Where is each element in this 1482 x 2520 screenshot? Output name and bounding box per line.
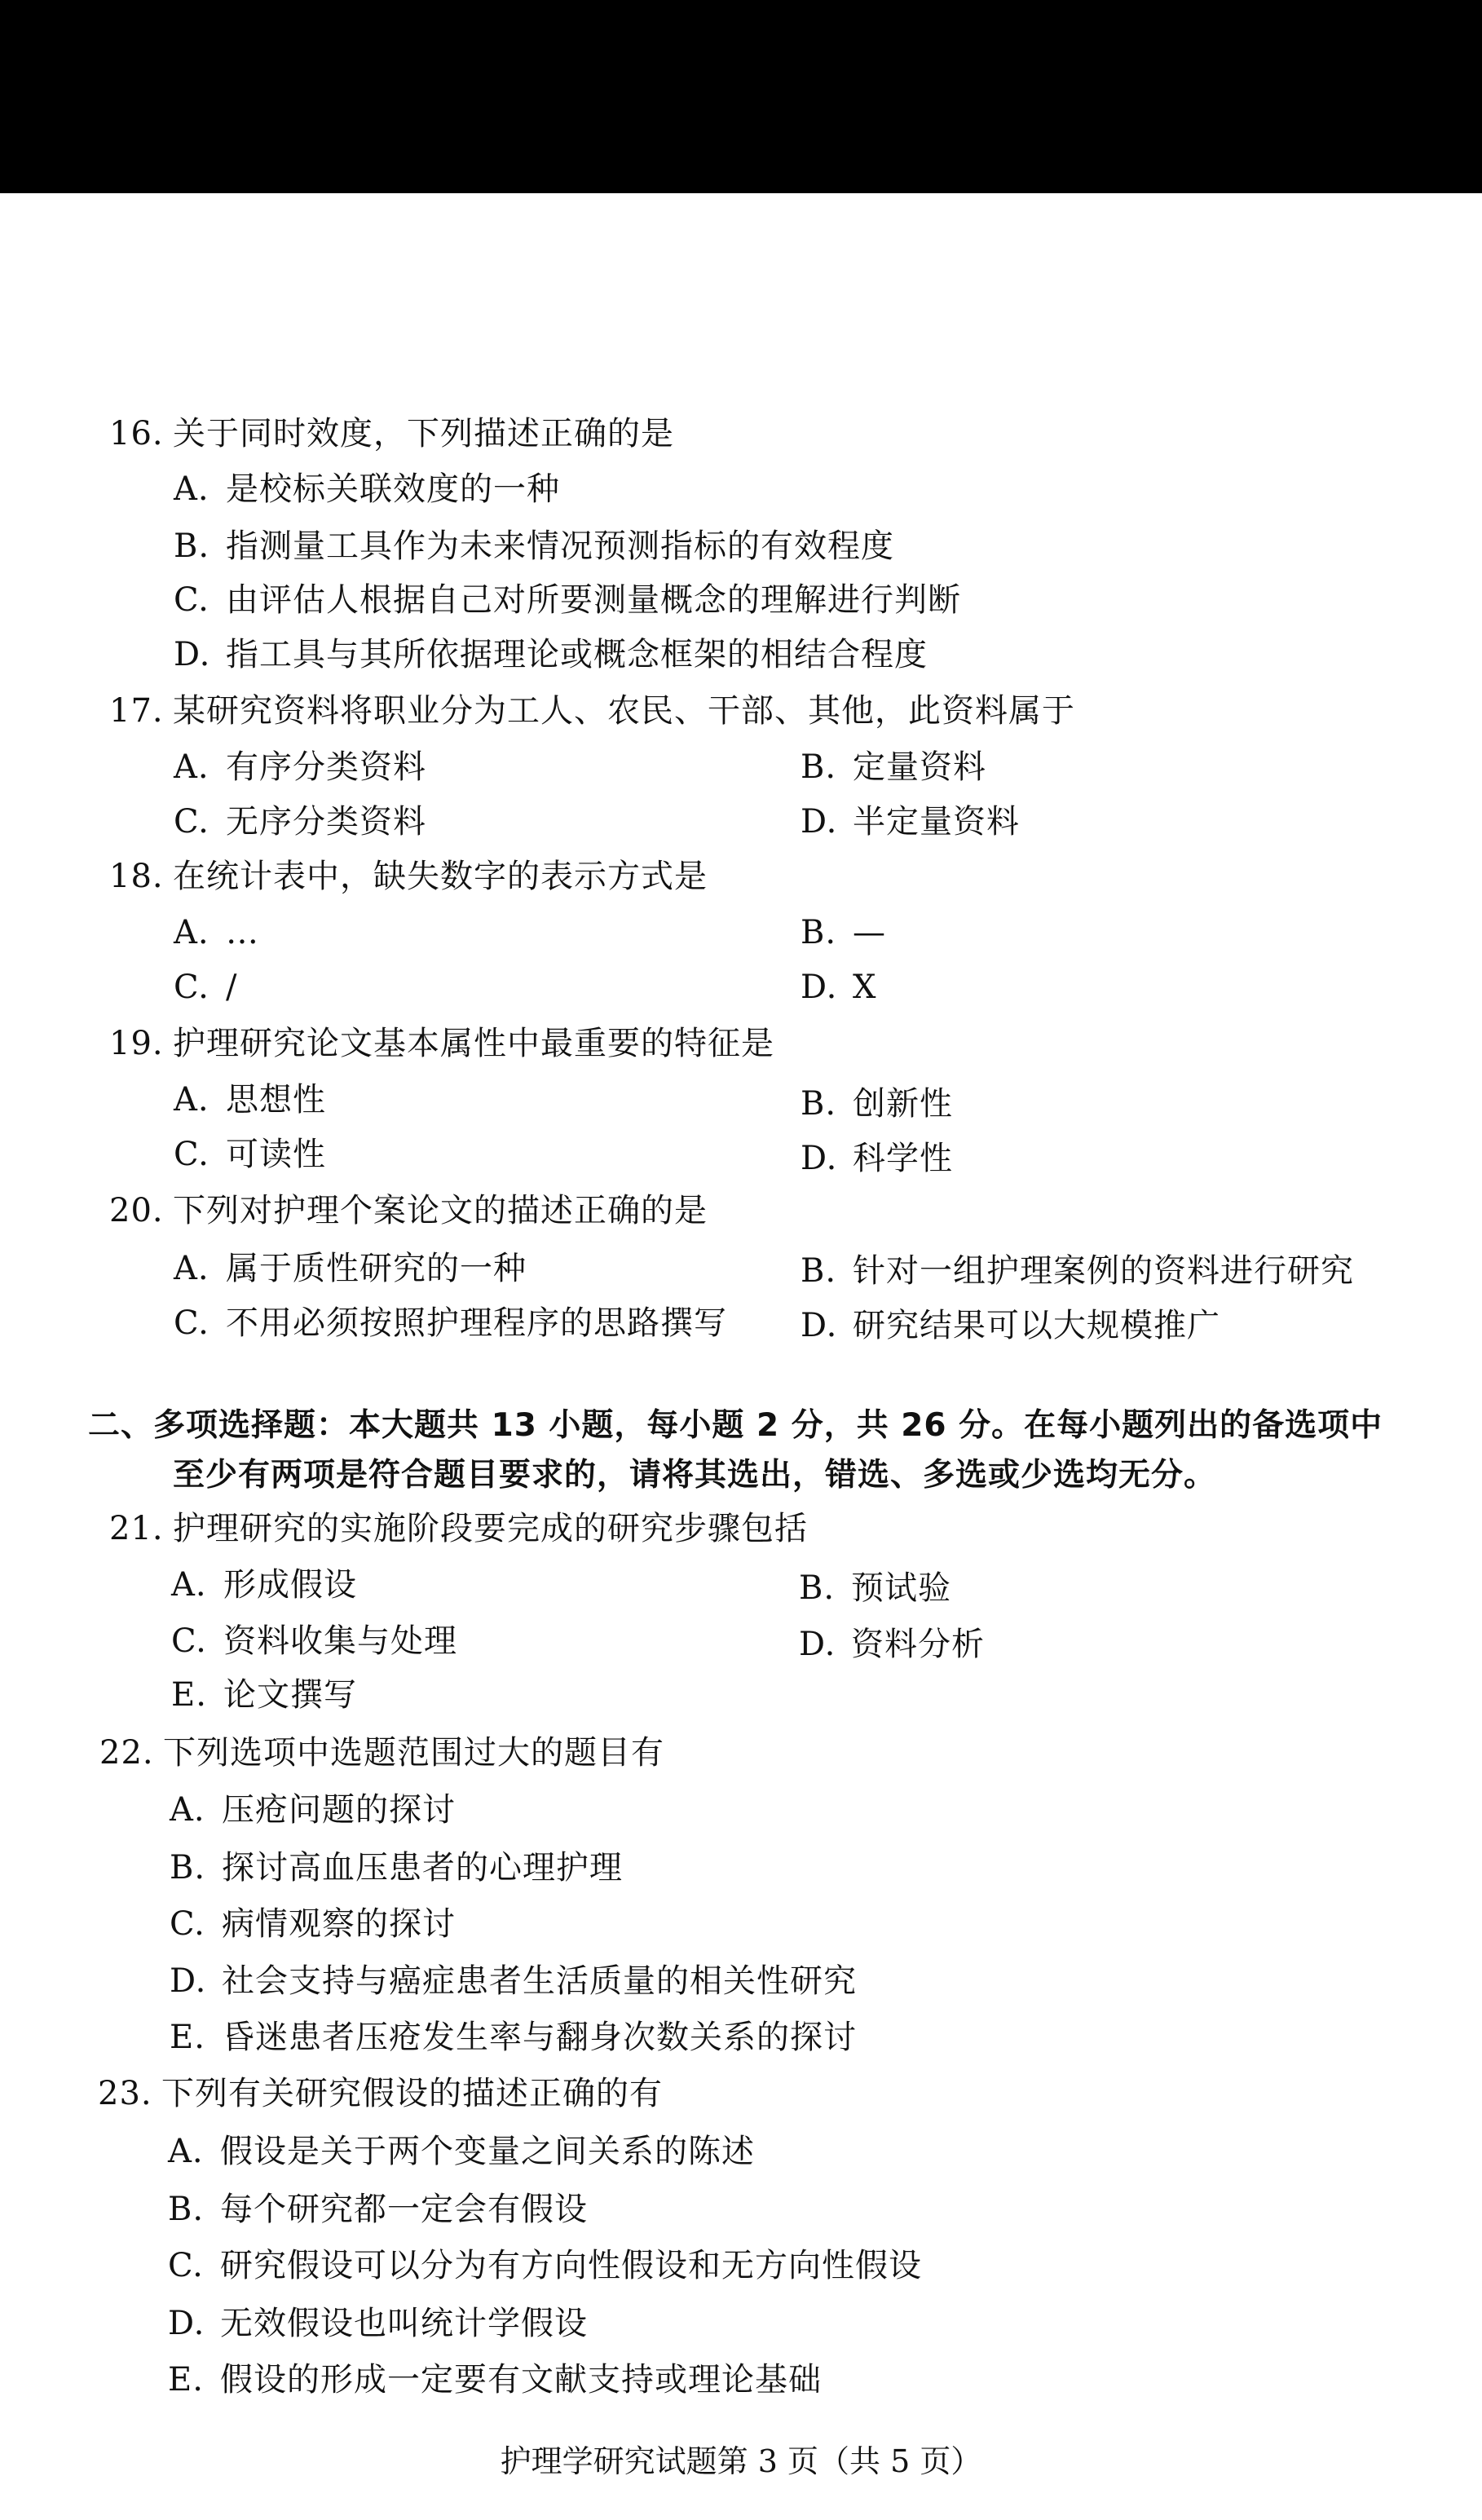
option-17-a: A. 有序分类资料: [174, 748, 426, 786]
option-23-c: C. 研究假设可以分为有方向性假设和无方向性假设: [168, 2247, 922, 2284]
option-19-c: C. 可读性: [174, 1136, 326, 1173]
question-18: [109, 857, 708, 896]
option-16-c: C. 由评估人根据自己对所要测量概念的理解进行判断: [174, 581, 961, 619]
option-19-b: B. 创新性: [801, 1085, 953, 1123]
question-19: [109, 1024, 774, 1063]
question-number: 17.: [109, 692, 164, 730]
option-18-d: D. X: [801, 969, 877, 1006]
question-20: [109, 1191, 708, 1230]
question-stem: 关于同时效度，下列描述正确的是: [173, 415, 674, 452]
option-23-e: E. 假设的形成一定要有文献支持或理论基础: [168, 2361, 822, 2399]
question-number: 20.: [109, 1192, 164, 1229]
option-16-a: A. 是校标关联效度的一种: [174, 470, 560, 508]
option-17-b: B. 定量资料: [801, 748, 986, 786]
question-stem: 下列对护理个案论文的描述正确的是: [173, 1192, 708, 1229]
option-17-c: C. 无序分类资料: [174, 803, 426, 841]
question-number: 22.: [99, 1734, 154, 1772]
question-stem: 护理研究论文基本属性中最重要的特征是: [173, 1025, 774, 1062]
option-21-e: E. 论文撰写: [171, 1676, 357, 1714]
question-number: 23.: [98, 2075, 152, 2112]
question-22: [99, 1733, 664, 1772]
option-21-d: D. 资料分析: [799, 1626, 985, 1663]
option-20-c: C. 不用必须按照护理程序的思路撰写: [174, 1304, 727, 1342]
question-number: 19.: [109, 1025, 164, 1062]
option-22-c: C. 病情观察的探讨: [170, 1905, 456, 1943]
section-2-instructions-line-2: 至少有两项是符合题目要求的，请将其选出，错选、多选或少选均无分。: [173, 1457, 1217, 1494]
option-22-a: A. 压疮问题的探讨: [170, 1791, 456, 1829]
question-stem: 下列选项中选题范围过大的题目有: [163, 1734, 664, 1772]
question-stem: 下列有关研究假设的描述正确的有: [161, 2075, 663, 2112]
question-number: 16.: [109, 415, 164, 452]
option-17-d: D. 半定量资料: [801, 803, 1020, 841]
question-17: [109, 691, 1075, 730]
redacted-header-bar: [0, 0, 1482, 193]
option-20-b: B. 针对一组护理案例的资料进行研究: [801, 1252, 1354, 1290]
option-23-b: B. 每个研究都一定会有假设: [168, 2191, 588, 2228]
option-16-b: B. 指测量工具作为未来情况预测指标的有效程度: [174, 527, 894, 565]
page-footer: 护理学研究试题第 3 页（共 5 页）: [500, 2443, 982, 2479]
question-23: [98, 2074, 663, 2113]
question-stem: 在统计表中，缺失数字的表示方式是: [173, 858, 708, 895]
option-21-c: C. 资料收集与处理: [171, 1622, 457, 1660]
option-23-d: D. 无效假设也叫统计学假设: [168, 2305, 588, 2342]
option-22-e: E. 昏迷患者压疮发生率与翻身次数关系的探讨: [170, 2019, 857, 2056]
option-18-c: C. /: [174, 969, 238, 1006]
section-2-instructions-line-1: 二、多项选择题：本大题共 13 小题，每小题 2 分，共 26 分。在每小题列出的备选项中: [88, 1407, 1383, 1444]
option-22-b: B. 探讨高血压患者的心理护理: [170, 1849, 623, 1887]
option-19-a: A. 思想性: [174, 1081, 326, 1119]
option-21-b: B. 预试验: [799, 1569, 951, 1607]
option-18-a: A. …: [174, 914, 259, 951]
option-20-d: D. 研究结果可以大规模推广: [801, 1307, 1220, 1344]
option-23-a: A. 假设是关于两个变量之间关系的陈述: [168, 2133, 755, 2170]
question-stem: 某研究资料将职业分为工人、农民、干部、其他，此资料属于: [173, 692, 1075, 730]
option-22-d: D. 社会支持与癌症患者生活质量的相关性研究: [170, 1962, 857, 2000]
question-number: 21.: [109, 1510, 164, 1547]
option-20-a: A. 属于质性研究的一种: [174, 1250, 527, 1287]
option-21-a: A. 形成假设: [171, 1566, 357, 1604]
option-19-d: D. 科学性: [801, 1140, 953, 1177]
question-21: [109, 1509, 808, 1548]
option-18-b: B. —: [801, 914, 886, 951]
question-16: [109, 414, 674, 453]
question-stem: 护理研究的实施阶段要完成的研究步骤包括: [173, 1510, 808, 1547]
option-16-d: D. 指工具与其所依据理论或概念框架的相结合程度: [174, 636, 928, 673]
question-number: 18.: [109, 858, 164, 895]
